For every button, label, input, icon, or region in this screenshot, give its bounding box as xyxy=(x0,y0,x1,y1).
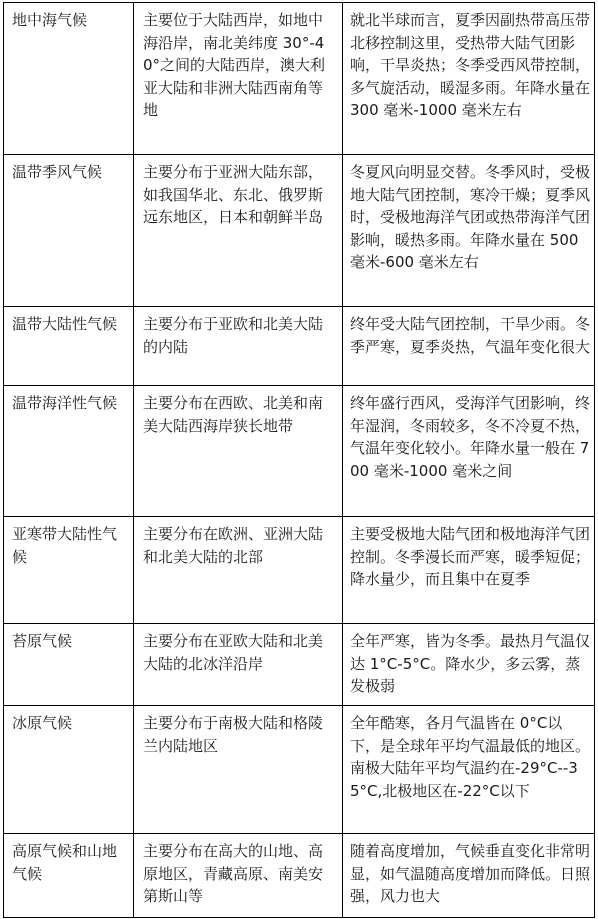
distribution-cell: 主要分布在亚欧大陆和北美大陆的北冰洋沿岸 xyxy=(134,624,343,706)
table-row xyxy=(4,3,595,155)
climate-types-table xyxy=(3,2,595,918)
climate-name-cell: 高原气候和山地气候 xyxy=(4,834,134,918)
climate-name-cell: 地中海气候 xyxy=(4,3,134,155)
distribution-cell: 主要分布于亚欧和北美大陆的内陆 xyxy=(134,307,343,386)
features-cell: 冬夏风向明显交替。冬季风时，受极地大陆气团控制，寒冷干燥；夏季风时，受极地海洋气团或热带海洋气团影响，暖热多雨。年降水量在 500 毫米-600 毫米左右 xyxy=(343,155,595,307)
features-cell: 随着高度增加，气候垂直变化非常明显，如气温随高度增加而降低。日照强，风力也大 xyxy=(343,834,595,918)
table-row xyxy=(4,834,595,918)
distribution-cell: 主要位于大陆西岸，如地中海沿岸，南北美纬度 30°-40°之间的大陆西岸，澳大利亚大陆和非洲大陆西南角等地 xyxy=(134,3,343,155)
distribution-cell: 主要分布在高大的山地、高原地区，青藏高原、南美安第斯山等 xyxy=(134,834,343,918)
climate-name-cell: 苔原气候 xyxy=(4,624,134,706)
distribution-cell: 主要分布于亚洲大陆东部，如我国华北、东北、俄罗斯远东地区，日本和朝鲜半岛 xyxy=(134,155,343,307)
table-row xyxy=(4,155,595,307)
features-cell: 就北半球而言，夏季因副热带高压带北移控制这里，受热带大陆气团影响，干旱炎热；冬季受西风带控制，多气旋活动，暖湿多雨。年降水量在 300 毫米-1000 毫米左右 xyxy=(343,3,595,155)
features-cell: 全年严寒，皆为冬季。最热月气温仅达 1°C-5°C。降水少，多云雾，蒸发极弱 xyxy=(343,624,595,706)
features-cell: 终年盛行西风，受海洋气团影响，终年湿润，冬雨较多，冬不冷夏不热，气温年变化较小。年降水量一般在 700 毫米-1000 毫米之间 xyxy=(343,386,595,517)
climate-name-cell: 亚寒带大陆性气候 xyxy=(4,517,134,624)
features-cell: 主要受极地大陆气团和极地海洋气团控制。冬季漫长而严寒，暖季短促；降水量少，而且集中在夏季 xyxy=(343,517,595,624)
table-row xyxy=(4,386,595,517)
climate-name-cell: 温带海洋性气候 xyxy=(4,386,134,517)
table-row xyxy=(4,706,595,834)
table-row xyxy=(4,517,595,624)
climate-name-cell: 温带大陆性气候 xyxy=(4,307,134,386)
table-row xyxy=(4,624,595,706)
distribution-cell: 主要分布于南极大陆和格陵兰内陆地区 xyxy=(134,706,343,834)
climate-name-cell: 冰原气候 xyxy=(4,706,134,834)
distribution-cell: 主要分布在西欧、北美和南美大陆西海岸狭长地带 xyxy=(134,386,343,517)
features-cell: 全年酷寒，各月气温皆在 0°C以下，是全球年平均气温最低的地区。南极大陆年平均气温约在-29°C--35°C,北极地区在-22°C以下 xyxy=(343,706,595,834)
features-cell: 终年受大陆气团控制，干旱少雨。冬季严寒，夏季炎热，气温年变化很大 xyxy=(343,307,595,386)
climate-name-cell: 温带季风气候 xyxy=(4,155,134,307)
distribution-cell: 主要分布在欧洲、亚洲大陆和北美大陆的北部 xyxy=(134,517,343,624)
table-row xyxy=(4,307,595,386)
table-body xyxy=(4,3,595,918)
